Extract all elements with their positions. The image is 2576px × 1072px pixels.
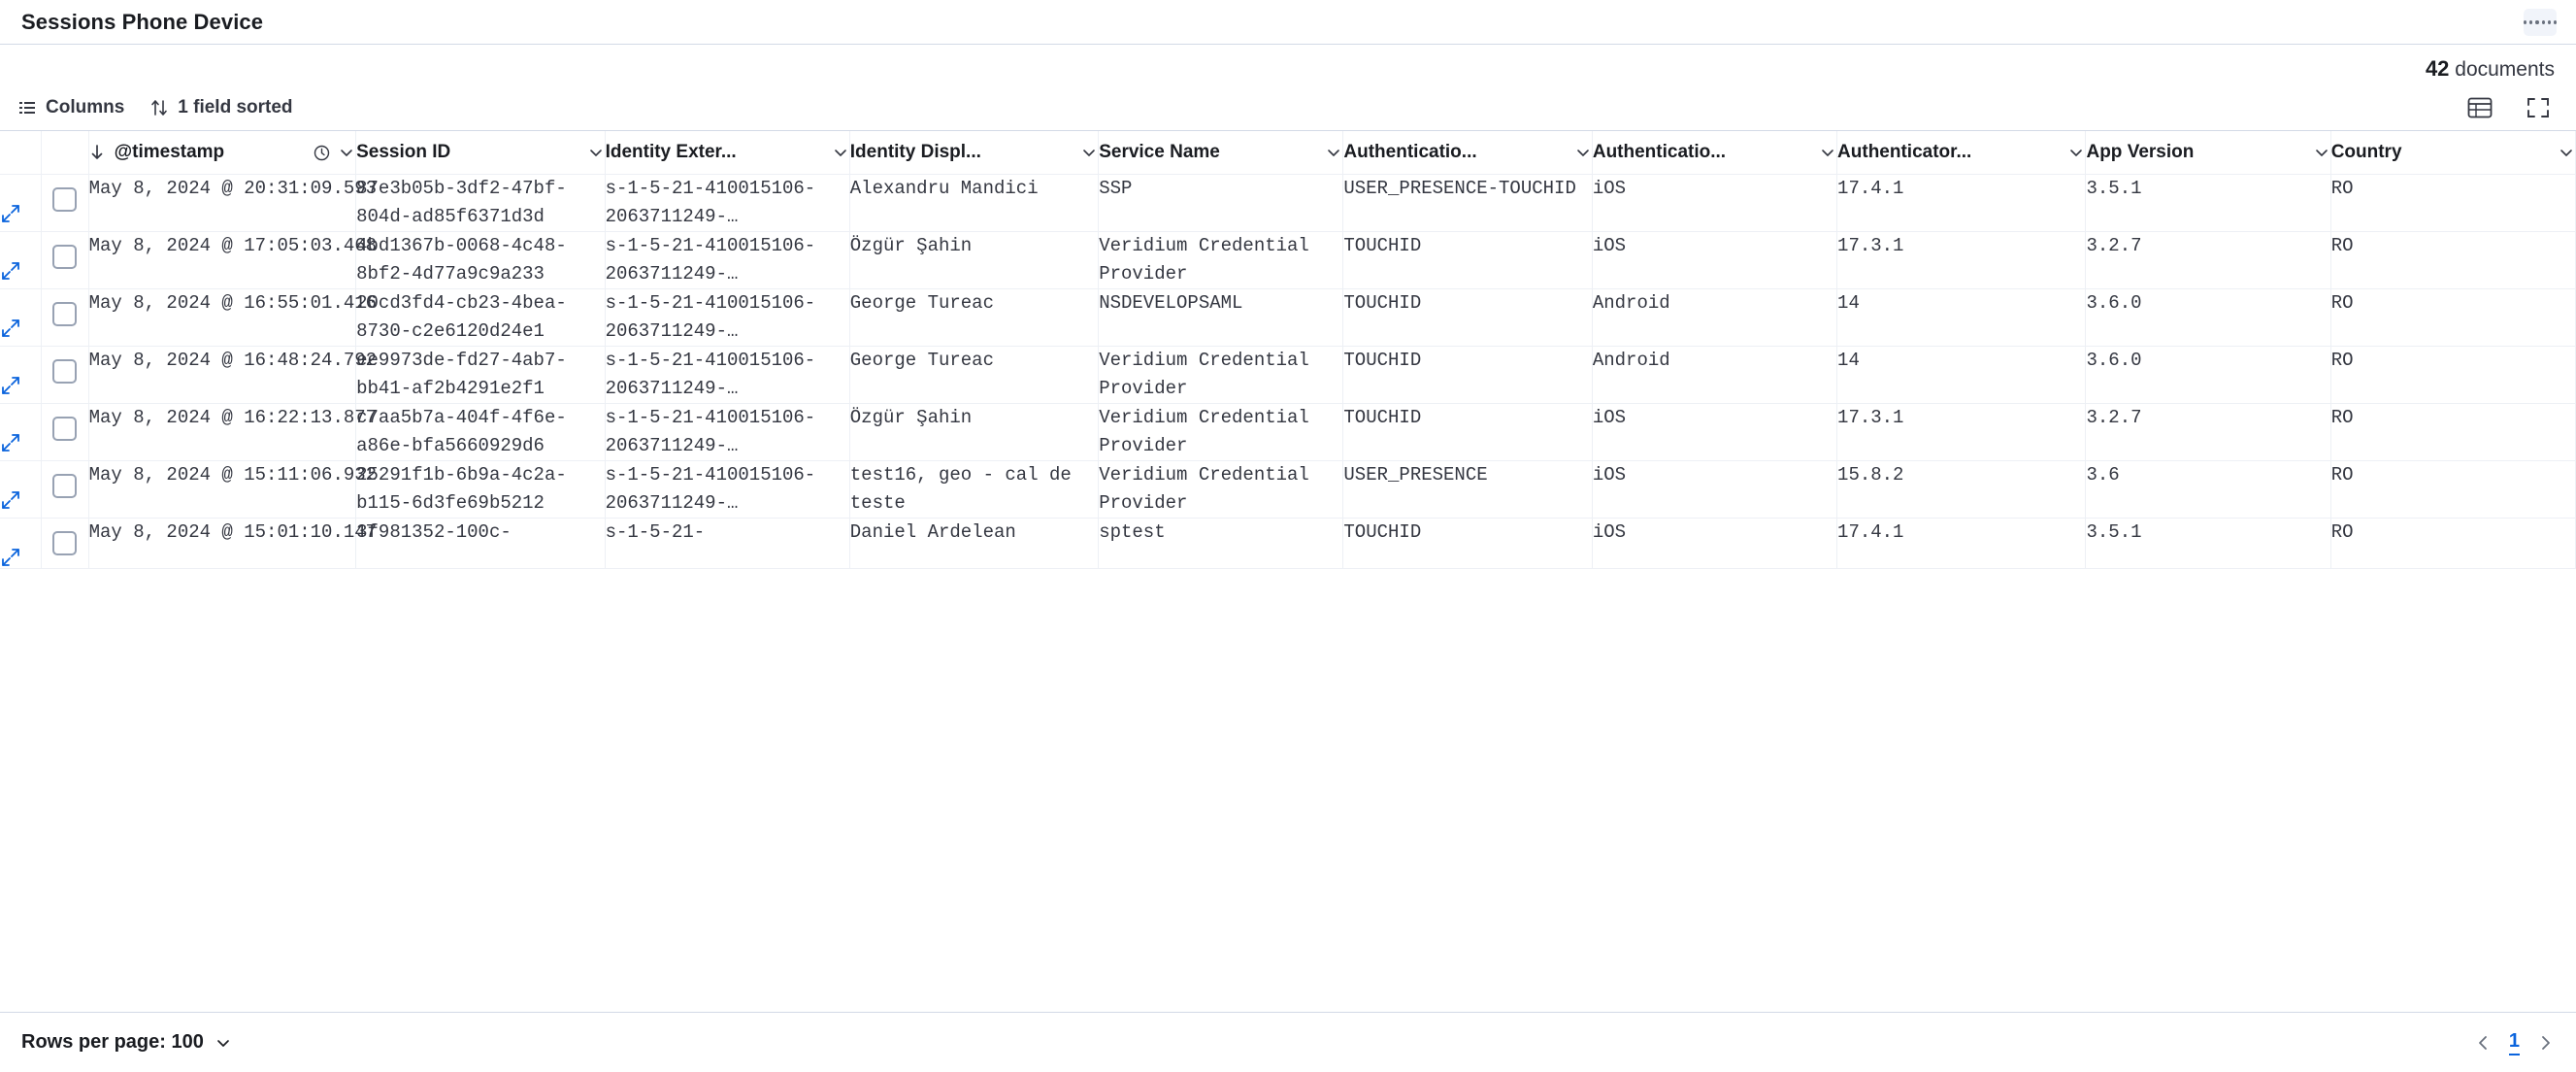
cell-identity-external: s-1-5-21-410015106-2063711249-…: [605, 461, 849, 519]
cell-authentication-method: TOUCHID: [1343, 232, 1592, 289]
cell-country: RO: [2330, 232, 2575, 289]
cell-timestamp: May 8, 2024 @ 16:48:24.792: [88, 347, 356, 404]
chevron-down-icon[interactable]: [2558, 144, 2575, 161]
cell-app-version: 3.6.0: [2086, 347, 2330, 404]
row-checkbox[interactable]: [52, 474, 77, 498]
expand-icon[interactable]: [0, 547, 41, 568]
cell-service-name: Veridium Credential Provider: [1099, 347, 1343, 404]
cell-authentication-os: iOS: [1592, 461, 1836, 519]
row-select-cell[interactable]: [41, 404, 88, 461]
row-select-cell[interactable]: [41, 347, 88, 404]
cell-service-name: Veridium Credential Provider: [1099, 461, 1343, 519]
table-row[interactable]: [0, 404, 2576, 461]
cell-authentication-os: Android: [1592, 289, 1836, 347]
cell-timestamp: May 8, 2024 @ 15:11:06.932: [88, 461, 356, 519]
expand-icon[interactable]: [0, 318, 41, 339]
column-header-label: Authenticatio...: [1343, 142, 1477, 162]
cell-identity-display: George Tureac: [849, 289, 1098, 347]
cell-authentication-method: TOUCHID: [1343, 347, 1592, 404]
clock-icon: [314, 145, 330, 161]
grip-handle-icon[interactable]: [2524, 9, 2557, 36]
row-checkbox[interactable]: [52, 531, 77, 555]
chevron-left-icon[interactable]: [2474, 1033, 2492, 1053]
column-header-timestamp[interactable]: [88, 131, 356, 175]
cell-authenticator-version: 17.4.1: [1837, 519, 2086, 569]
column-header-identity-display[interactable]: [849, 131, 1098, 175]
cell-country: RO: [2330, 461, 2575, 519]
chevron-down-icon[interactable]: [1574, 144, 1592, 161]
cell-app-version: 3.5.1: [2086, 519, 2330, 569]
cell-identity-external: s-1-5-21-410015106-2063711249-…: [605, 347, 849, 404]
row-select-cell[interactable]: [41, 461, 88, 519]
table-row[interactable]: [0, 519, 2576, 569]
expand-icon[interactable]: [0, 489, 41, 511]
column-header-service-name[interactable]: [1099, 131, 1343, 175]
row-select-cell[interactable]: [41, 232, 88, 289]
table-row[interactable]: [0, 289, 2576, 347]
cell-session-id: 25291f1b-6b9a-4c2a-b115-6d3fe69b5212: [356, 461, 605, 519]
column-header-app-version[interactable]: [2086, 131, 2330, 175]
cell-authentication-os: iOS: [1592, 404, 1836, 461]
expand-row-cell[interactable]: [0, 347, 41, 404]
cell-session-id: 4bd1367b-0068-4c48-8bf2-4d77a9c9a233: [356, 232, 605, 289]
chevron-down-icon[interactable]: [587, 144, 605, 161]
expand-row-cell[interactable]: [0, 461, 41, 519]
cell-country: RO: [2330, 347, 2575, 404]
cell-timestamp: May 8, 2024 @ 16:22:13.877: [88, 404, 356, 461]
row-checkbox[interactable]: [52, 417, 77, 441]
cell-identity-external: s-1-5-21-: [605, 519, 849, 569]
columns-button-label: Columns: [46, 97, 125, 117]
cell-identity-external: s-1-5-21-410015106-2063711249-…: [605, 404, 849, 461]
cell-identity-display: Özgür Şahin: [849, 232, 1098, 289]
grid-toolbar: [0, 85, 2576, 130]
cell-session-id: 3f981352-100c-: [356, 519, 605, 569]
expand-row-cell[interactable]: [0, 232, 41, 289]
table-row[interactable]: [0, 461, 2576, 519]
data-grid-header: [0, 131, 2576, 175]
data-grid-body: [0, 175, 2576, 569]
cell-authentication-method: TOUCHID: [1343, 404, 1592, 461]
chevron-down-icon[interactable]: [1325, 144, 1342, 161]
cell-service-name: Veridium Credential Provider: [1099, 232, 1343, 289]
table-row[interactable]: [0, 175, 2576, 232]
fullscreen-icon[interactable]: [2522, 92, 2555, 123]
expand-column-header: [0, 131, 41, 175]
expand-row-cell[interactable]: [0, 519, 41, 569]
cell-identity-display: Özgür Şahin: [849, 404, 1098, 461]
expand-icon[interactable]: [0, 260, 41, 282]
panel-header: [0, 0, 2576, 45]
cell-service-name: Veridium Credential Provider: [1099, 404, 1343, 461]
row-select-cell[interactable]: [41, 519, 88, 569]
cell-country: RO: [2330, 175, 2575, 232]
cell-identity-external: s-1-5-21-410015106-2063711249-…: [605, 232, 849, 289]
cell-identity-display: George Tureac: [849, 347, 1098, 404]
cell-identity-display: test16, geo - cal de teste: [849, 461, 1098, 519]
cell-session-id: c7aa5b7a-404f-4f6e-a86e-bfa5660929d6: [356, 404, 605, 461]
table-row[interactable]: [0, 347, 2576, 404]
expand-icon[interactable]: [0, 432, 41, 453]
document-count-row: [0, 45, 2576, 82]
expand-icon[interactable]: [0, 203, 41, 224]
column-header-label: Authenticator...: [1837, 142, 1972, 162]
sort-button-label: 1 field sorted: [178, 97, 293, 117]
page-title: Sessions Phone Device: [21, 9, 264, 34]
sort-icon: [149, 98, 169, 117]
cell-timestamp: May 8, 2024 @ 20:31:09.593: [88, 175, 356, 232]
cell-app-version: 3.2.7: [2086, 232, 2330, 289]
column-header-country[interactable]: [2330, 131, 2575, 175]
data-grid-table: [0, 131, 2576, 569]
cell-authentication-os: iOS: [1592, 232, 1836, 289]
cell-service-name: NSDEVELOPSAML: [1099, 289, 1343, 347]
cell-service-name: sptest: [1099, 519, 1343, 569]
sort-asc-icon: [89, 144, 105, 161]
cell-identity-display: Alexandru Mandici: [849, 175, 1098, 232]
cell-session-id: 20cd3fd4-cb23-4bea-8730-c2e6120d24e1: [356, 289, 605, 347]
cell-app-version: 3.2.7: [2086, 404, 2330, 461]
chevron-down-icon[interactable]: [1819, 144, 1836, 161]
cell-authentication-method: USER_PRESENCE: [1343, 461, 1592, 519]
cell-authentication-method: USER_PRESENCE-TOUCHID: [1343, 175, 1592, 232]
cell-country: RO: [2330, 404, 2575, 461]
pagination: [2474, 1030, 2555, 1055]
column-header-label: Session ID: [356, 142, 451, 162]
cell-timestamp: May 8, 2024 @ 17:05:03.468: [88, 232, 356, 289]
list-icon: [17, 98, 37, 117]
document-count-label: documents: [2455, 58, 2555, 81]
cell-authenticator-version: 17.3.1: [1837, 232, 2086, 289]
cell-authenticator-version: 15.8.2: [1837, 461, 2086, 519]
chevron-down-icon[interactable]: [1080, 144, 1098, 161]
grid-footer: [0, 1012, 2576, 1072]
cell-country: RO: [2330, 519, 2575, 569]
column-header-identity-external[interactable]: [605, 131, 849, 175]
sort-fields-button[interactable]: [149, 97, 292, 118]
column-header-authenticator-version[interactable]: [1837, 131, 2086, 175]
cell-authentication-os: Android: [1592, 347, 1836, 404]
column-header-label: App Version: [2086, 142, 2195, 162]
cell-timestamp: May 8, 2024 @ 16:55:01.416: [88, 289, 356, 347]
chevron-down-icon[interactable]: [832, 144, 849, 161]
cell-app-version: 3.6.0: [2086, 289, 2330, 347]
document-count: [2426, 56, 2555, 82]
column-header-label: Identity Displ...: [849, 142, 981, 162]
cell-authentication-method: TOUCHID: [1343, 289, 1592, 347]
cell-identity-display: Daniel Ardelean: [849, 519, 1098, 569]
cell-app-version: 3.6: [2086, 461, 2330, 519]
rows-per-page-label: Rows per page: 100: [21, 1031, 204, 1053]
chevron-down-icon[interactable]: [2067, 144, 2085, 161]
column-header-label: Service Name: [1099, 142, 1220, 162]
row-checkbox[interactable]: [52, 187, 77, 212]
cell-country: RO: [2330, 289, 2575, 347]
cell-timestamp: May 8, 2024 @ 15:01:10.147: [88, 519, 356, 569]
data-grid[interactable]: [0, 130, 2576, 1012]
chevron-right-icon[interactable]: [2537, 1033, 2555, 1053]
cell-authenticator-version: 14: [1837, 347, 2086, 404]
select-column-header: [41, 131, 88, 175]
column-header-label: Country: [2330, 142, 2402, 162]
cell-identity-external: s-1-5-21-410015106-2063711249-…: [605, 289, 849, 347]
row-select-cell[interactable]: [41, 175, 88, 232]
column-header-label: Identity Exter...: [605, 142, 737, 162]
cell-authenticator-version: 17.4.1: [1837, 175, 2086, 232]
page-number-1[interactable]: 1: [2509, 1030, 2520, 1055]
columns-button[interactable]: [17, 97, 124, 118]
column-header-authentication-os[interactable]: [1592, 131, 1836, 175]
chevron-down-icon[interactable]: [338, 144, 355, 161]
cell-authenticator-version: 17.3.1: [1837, 404, 2086, 461]
cell-authenticator-version: 14: [1837, 289, 2086, 347]
expand-row-cell[interactable]: [0, 404, 41, 461]
cell-authentication-method: TOUCHID: [1343, 519, 1592, 569]
document-count-value: 42: [2425, 56, 2450, 81]
chevron-down-icon[interactable]: [2313, 144, 2330, 161]
expand-row-cell[interactable]: [0, 289, 41, 347]
cell-session-id: ee9973de-fd27-4ab7-bb41-af2b4291e2f1: [356, 347, 605, 404]
column-header-session-id[interactable]: [356, 131, 605, 175]
expand-row-cell[interactable]: [0, 175, 41, 232]
row-checkbox[interactable]: [52, 245, 77, 269]
column-header-label: @timestamp: [114, 142, 225, 162]
cell-app-version: 3.5.1: [2086, 175, 2330, 232]
expand-icon[interactable]: [0, 375, 41, 396]
cell-authentication-os: iOS: [1592, 175, 1836, 232]
table-row[interactable]: [0, 232, 2576, 289]
rows-per-page-selector[interactable]: [21, 1031, 233, 1054]
column-header-authentication-method[interactable]: [1343, 131, 1592, 175]
header-row: [0, 131, 2576, 175]
row-checkbox[interactable]: [52, 359, 77, 384]
cell-service-name: SSP: [1099, 175, 1343, 232]
cell-session-id: 87e3b05b-3df2-47bf-804d-ad85f6371d3d: [356, 175, 605, 232]
row-checkbox[interactable]: [52, 302, 77, 326]
cell-identity-external: s-1-5-21-410015106-2063711249-…: [605, 175, 849, 232]
chevron-down-icon: [214, 1033, 233, 1053]
table-density-icon[interactable]: [2463, 92, 2496, 123]
column-header-label: Authenticatio...: [1592, 142, 1727, 162]
row-select-cell[interactable]: [41, 289, 88, 347]
cell-authentication-os: iOS: [1592, 519, 1836, 569]
